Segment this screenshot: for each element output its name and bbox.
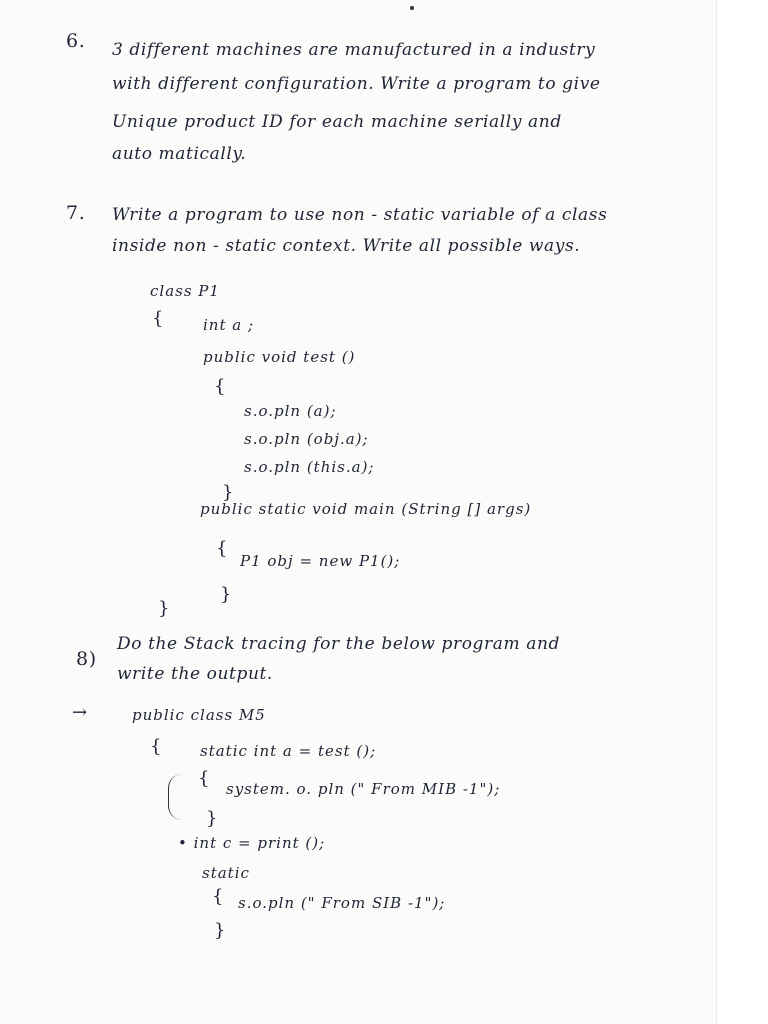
q7-code-line: } [158,598,171,619]
q7-code-line: } [220,584,233,605]
q7-code-line: public static void main (String [] args) [200,500,532,518]
q7-code-line: s.o.pln (a); [244,402,337,420]
q8-code-line: system. o. pln (" From MIB -1"); [226,780,501,798]
q7-code-line: { [152,308,165,329]
q7-code-line: public void test () [203,348,356,366]
page-margin-edge [716,0,768,1024]
arrow-icon: → [72,702,88,723]
q8-code-line: { [150,736,163,757]
q7-code-line: int a ; [203,316,255,334]
q7-code-line: s.o.pln (obj.a); [244,430,369,448]
q7-code-line: P1 obj = new P1(); [240,552,401,570]
bracket-mark [168,774,183,820]
q8-code-line: public class M5 [132,706,266,724]
q8-code-line: } [206,808,219,829]
q7-code-line: class P1 [150,282,220,300]
q7-code-line: } [222,482,235,503]
ink-dot [410,6,414,10]
question-7-number: 7. [66,202,86,224]
question-6-line-1: 3 different machines are manufactured in a industry [112,40,596,60]
question-6-number: 6. [66,30,86,52]
q8-code-line: s.o.pln (" From SIB -1"); [238,894,446,912]
q8-code-line: static [202,864,250,882]
q8-code-line: { [212,886,225,907]
q8-code-line: { [198,768,211,789]
q7-code-line: { [216,538,229,559]
q7-code-line: s.o.pln (this.a); [244,458,375,476]
question-7-line-2: inside non - static context. Write all possible ways. [112,236,581,256]
q8-code-line: static int a = test (); [200,742,377,760]
question-8-line-1: Do the Stack tracing for the below program and [117,634,560,654]
q8-code-line: } [214,920,227,941]
question-8-line-2: write the output. [117,664,273,684]
question-6-line-3: Unique product ID for each machine serially and [112,112,562,132]
question-8-number: 8) [76,648,97,670]
q7-code-line: { [214,376,227,397]
question-6-line-2: with different configuration. Write a program to give [112,74,601,94]
q8-code-line: • int c = print (); [178,834,326,852]
question-6-line-4: auto matically. [112,144,247,164]
question-7-line-1: Write a program to use non - static variable of a class [112,205,608,225]
